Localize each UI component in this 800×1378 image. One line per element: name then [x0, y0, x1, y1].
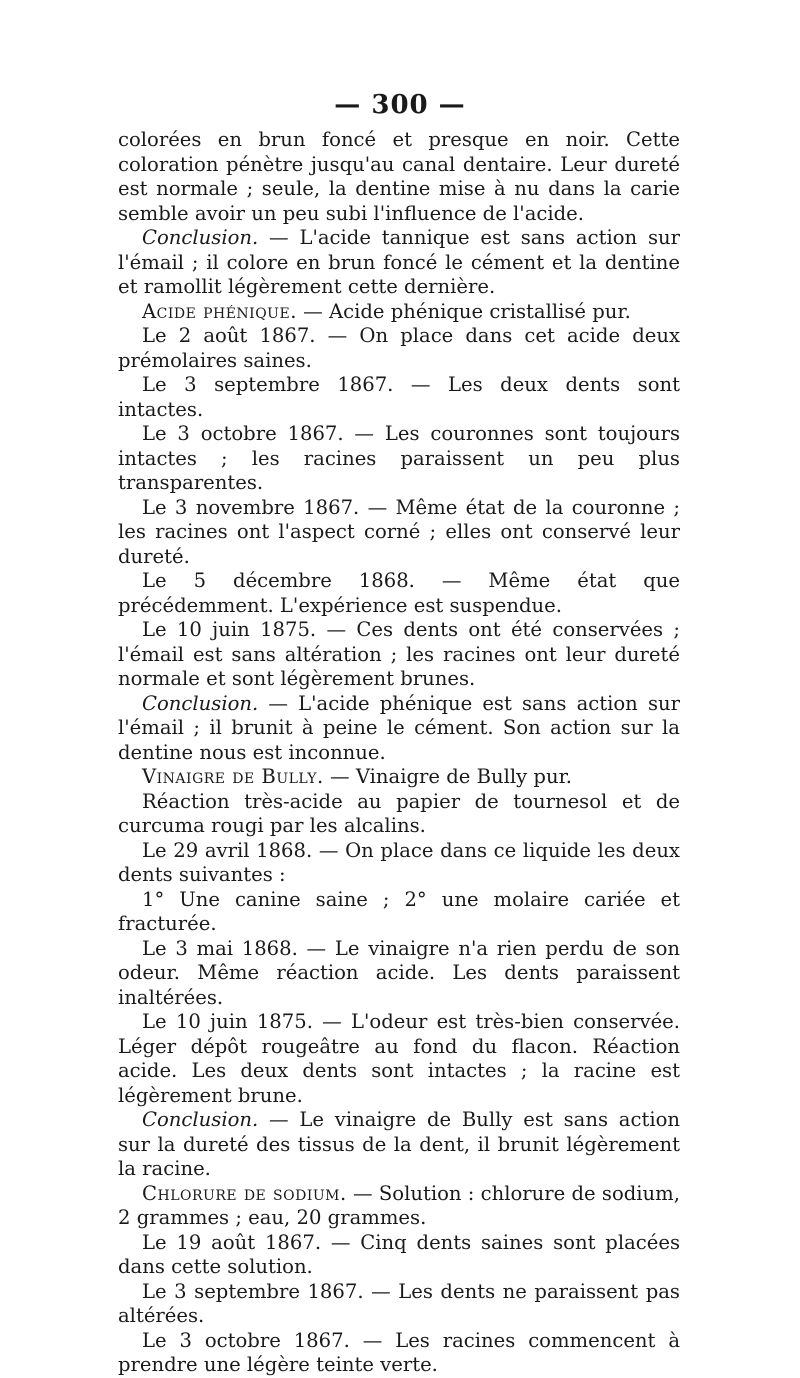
page-number: — 300 — — [334, 90, 466, 120]
paragraph-20: Le 3 septembre 1867. — Les dents ne paraissent pas altérées. — [118, 1279, 680, 1327]
paragraph-6: Le 3 octobre 1867. — Les couronnes sont toujours intactes ; les racines paraissent un peu plus transparentes. — [118, 422, 680, 494]
paragraph-12: Réaction très-acide au papier de tournesol et de curcuma rougi par les alcalins. — [118, 789, 680, 837]
conclusion-label: Conclusion. — [142, 226, 259, 249]
paragraph-16: Le 10 juin 1875. — L'odeur est très-bien conservée. Léger dépôt rougeâtre au fond du flacon. Réaction acide. Les deux dents sont intactes ; la racine est légèrement brune. — [118, 1010, 680, 1107]
section-title: Vinaigre de Bully. — [142, 765, 324, 788]
paragraph-17: Conclusion. — Le vinaigre de Bully est sans action sur la dureté des tissus de la dent, il brunit légèrement la racine. — [118, 1108, 680, 1180]
section-heading-vinaigre-de-bully: Vinaigre de Bully. — Vinaigre de Bully pur. — [142, 765, 573, 788]
paragraph-8: Le 5 décembre 1868. — Même état que précédemment. L'expérience est suspendue. — [118, 569, 680, 617]
section-title: Chlorure de sodium. — [142, 1181, 347, 1205]
conclusion-label: Conclusion. — [142, 1108, 259, 1131]
paragraph-9: Le 10 juin 1875. — Ces dents ont été conservées ; l'émail est sans altération ; les racines ont leur dureté normale et sont légèrement brunes. — [118, 618, 680, 690]
paragraph-14: 1° Une canine saine ; 2° une molaire cariée et fracturée. — [118, 887, 680, 935]
conclusion-label: Conclusion. — [142, 691, 259, 715]
paragraph-19: Le 19 août 1867. — Cinq dents saines sont placées dans cette solution. — [118, 1230, 680, 1278]
paragraph-10: Conclusion. — L'acide phénique est sans action sur l'émail ; il brunit à peine le cément. Son action sur la dentine nous est inconnue. — [118, 691, 680, 764]
paragraph-5: Le 3 septembre 1867. — Les deux dents sont intactes. — [118, 373, 680, 421]
section-heading-acide-phenique: Acide phénique. — Acide phénique cristallisé pur. — [142, 299, 631, 323]
paragraph-2: Conclusion. — L'acide tannique est sans action sur l'émail ; il colore en brun foncé le cément et la dentine et ramollit légèrement cette dernière. — [118, 226, 680, 298]
section-title: Acide phénique. — [142, 299, 297, 323]
paragraph-7: Le 3 novembre 1867. — Même état de la couronne ; les racines ont l'aspect corné ; elles ont conservé leur dureté. — [118, 495, 680, 568]
paragraph-13: Le 29 avril 1868. — On place dans ce liquide les deux dents suivantes : — [118, 838, 680, 886]
paragraph-21: Le 3 octobre 1867. — Les racines commencent à prendre une légère teinte verte. — [118, 1328, 680, 1376]
paragraph-4: Le 2 août 1867. — On place dans cet acide deux prémolaires saines. — [118, 324, 680, 372]
section-heading-chlorure-de-sodium: Chlorure de sodium. — Solution : chlorure de sodium, 2 grammes ; eau, 20 grammes. — [118, 1181, 680, 1229]
body-text — [118, 128, 680, 1378]
paragraph-1: colorées en brun foncé et presque en noir. Cette coloration pénètre jusqu'au canal dentaire. Leur dureté est normale ; seule, la dentine mise à nu dans la carie semble avoir un peu subi l'influence de l'acide. — [118, 128, 680, 225]
paragraph-15: Le 3 mai 1868. — Le vinaigre n'a rien perdu de son odeur. Même réaction acide. Les dents paraissent inaltérées. — [118, 936, 680, 1009]
